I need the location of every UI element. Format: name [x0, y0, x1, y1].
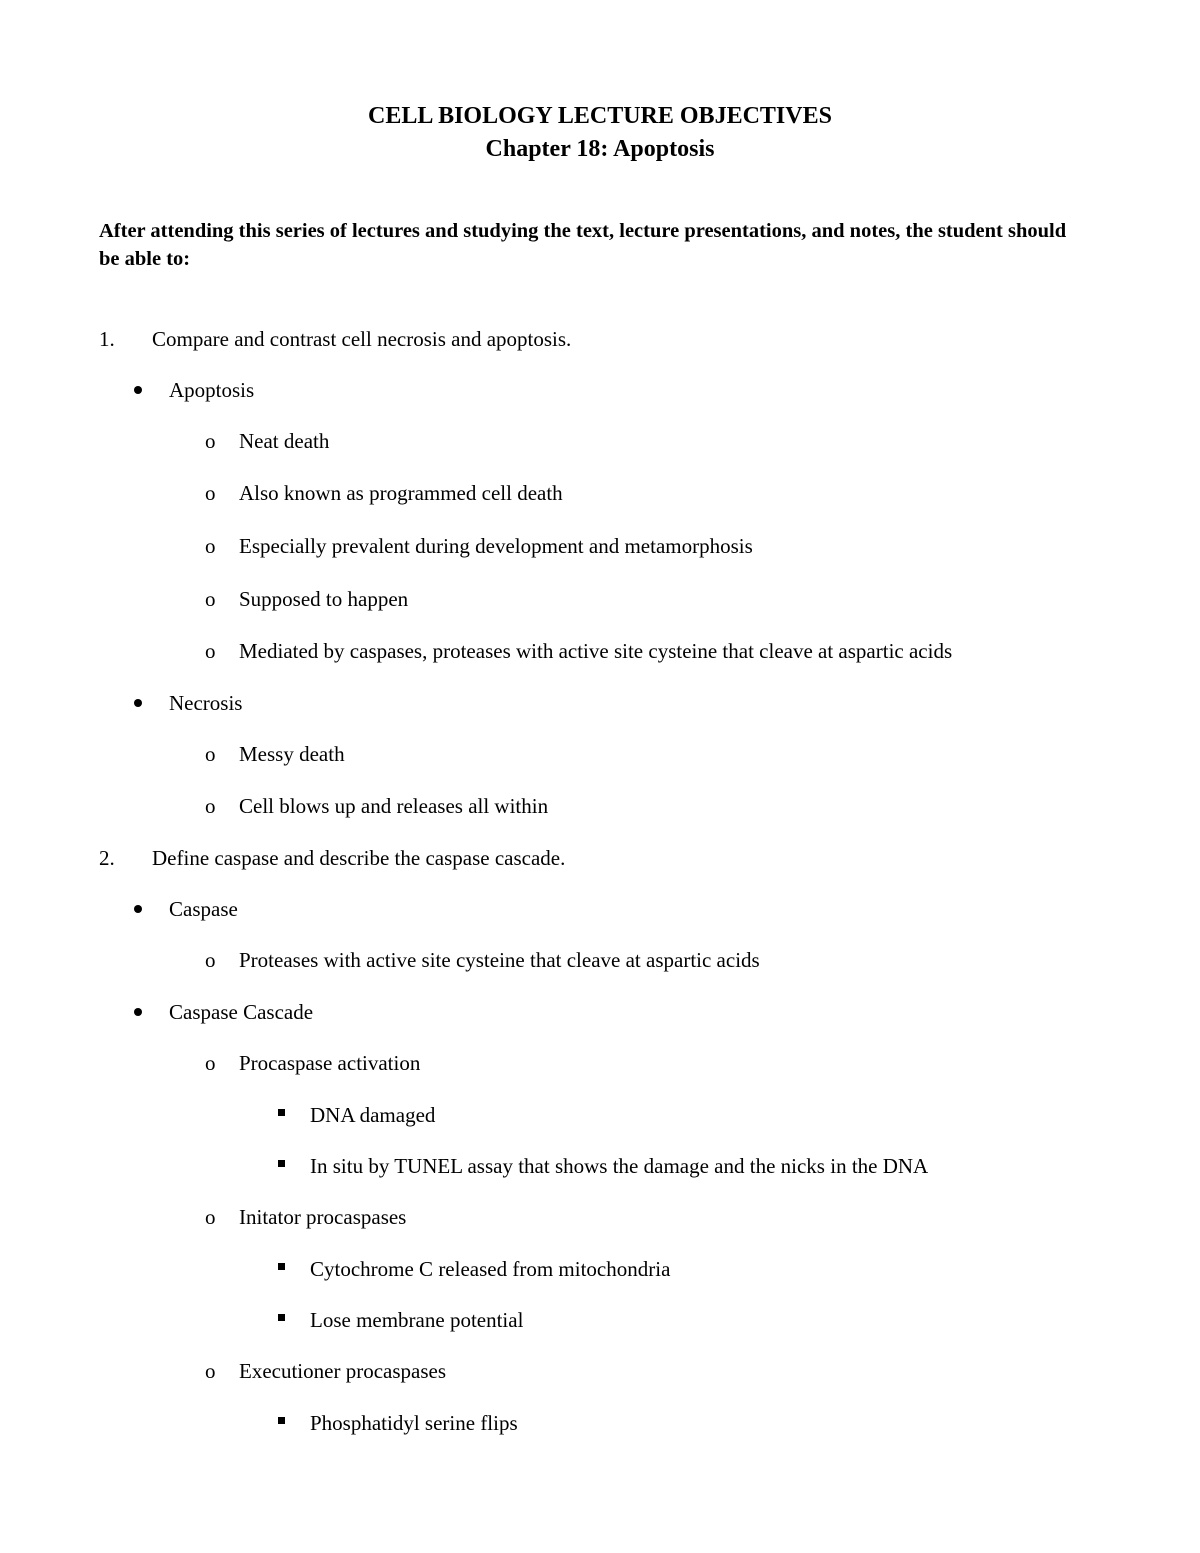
list-item: Proteases with active site cysteine that cleave at aspartic acids: [239, 948, 760, 972]
circle-bullet-icon: o: [205, 794, 216, 818]
square-bullet-icon: [278, 1314, 285, 1321]
circle-bullet-icon: o: [205, 1051, 216, 1075]
list-item: Supposed to happen: [239, 587, 409, 611]
list-item: Cytochrome C released from mitochondria: [310, 1257, 671, 1281]
square-bullet-icon: [278, 1417, 285, 1424]
square-bullet-icon: [278, 1160, 285, 1167]
list-item: Cell blows up and releases all within: [239, 794, 549, 818]
objective-text: Compare and contrast cell necrosis and apoptosis.: [152, 327, 572, 351]
document-title: CELL BIOLOGY LECTURE OBJECTIVES: [368, 103, 832, 129]
list-item: Especially prevalent during development and metamorphosis: [239, 534, 753, 558]
circle-bullet-icon: o: [205, 481, 216, 505]
bullet-icon: [134, 905, 142, 913]
list-item: Messy death: [239, 742, 345, 766]
bullet-icon: [134, 386, 142, 394]
list-item: Phosphatidyl serine flips: [310, 1411, 518, 1435]
list-item: Necrosis: [169, 691, 243, 715]
objective-text: Define caspase and describe the caspase cascade.: [152, 846, 566, 870]
list-item: Apoptosis: [169, 378, 255, 402]
objective-number: 2.: [99, 846, 115, 870]
objective-number: 1.: [99, 327, 115, 351]
circle-bullet-icon: o: [205, 639, 216, 663]
list-item: Also known as programmed cell death: [239, 481, 563, 505]
list-item: Caspase Cascade: [169, 1000, 314, 1024]
list-item: Neat death: [239, 429, 330, 453]
square-bullet-icon: [278, 1109, 285, 1116]
circle-bullet-icon: o: [205, 587, 216, 611]
intro-paragraph: After attending this series of lectures and studying the text, lecture presentations, and notes, the student should be able to:: [99, 220, 1067, 270]
circle-bullet-icon: o: [205, 1205, 216, 1229]
list-item: In situ by TUNEL assay that shows the damage and the nicks in the DNA: [310, 1154, 929, 1178]
chapter-subtitle: Chapter 18: Apoptosis: [485, 136, 715, 162]
list-item: DNA damaged: [310, 1103, 436, 1127]
list-item: Lose membrane potential: [310, 1308, 524, 1332]
square-bullet-icon: [278, 1263, 285, 1270]
bullet-icon: [134, 1008, 142, 1016]
list-item: Initator procaspases: [239, 1205, 407, 1229]
circle-bullet-icon: o: [205, 742, 216, 766]
list-item: Caspase: [169, 897, 238, 921]
list-item: Mediated by caspases, proteases with active site cysteine that cleave at aspartic acids: [239, 639, 953, 663]
circle-bullet-icon: o: [205, 1359, 216, 1383]
circle-bullet-icon: o: [205, 429, 216, 453]
circle-bullet-icon: o: [205, 948, 216, 972]
list-item: Executioner procaspases: [239, 1359, 446, 1383]
circle-bullet-icon: o: [205, 534, 216, 558]
bullet-icon: [134, 699, 142, 707]
list-item: Procaspase activation: [239, 1051, 421, 1075]
